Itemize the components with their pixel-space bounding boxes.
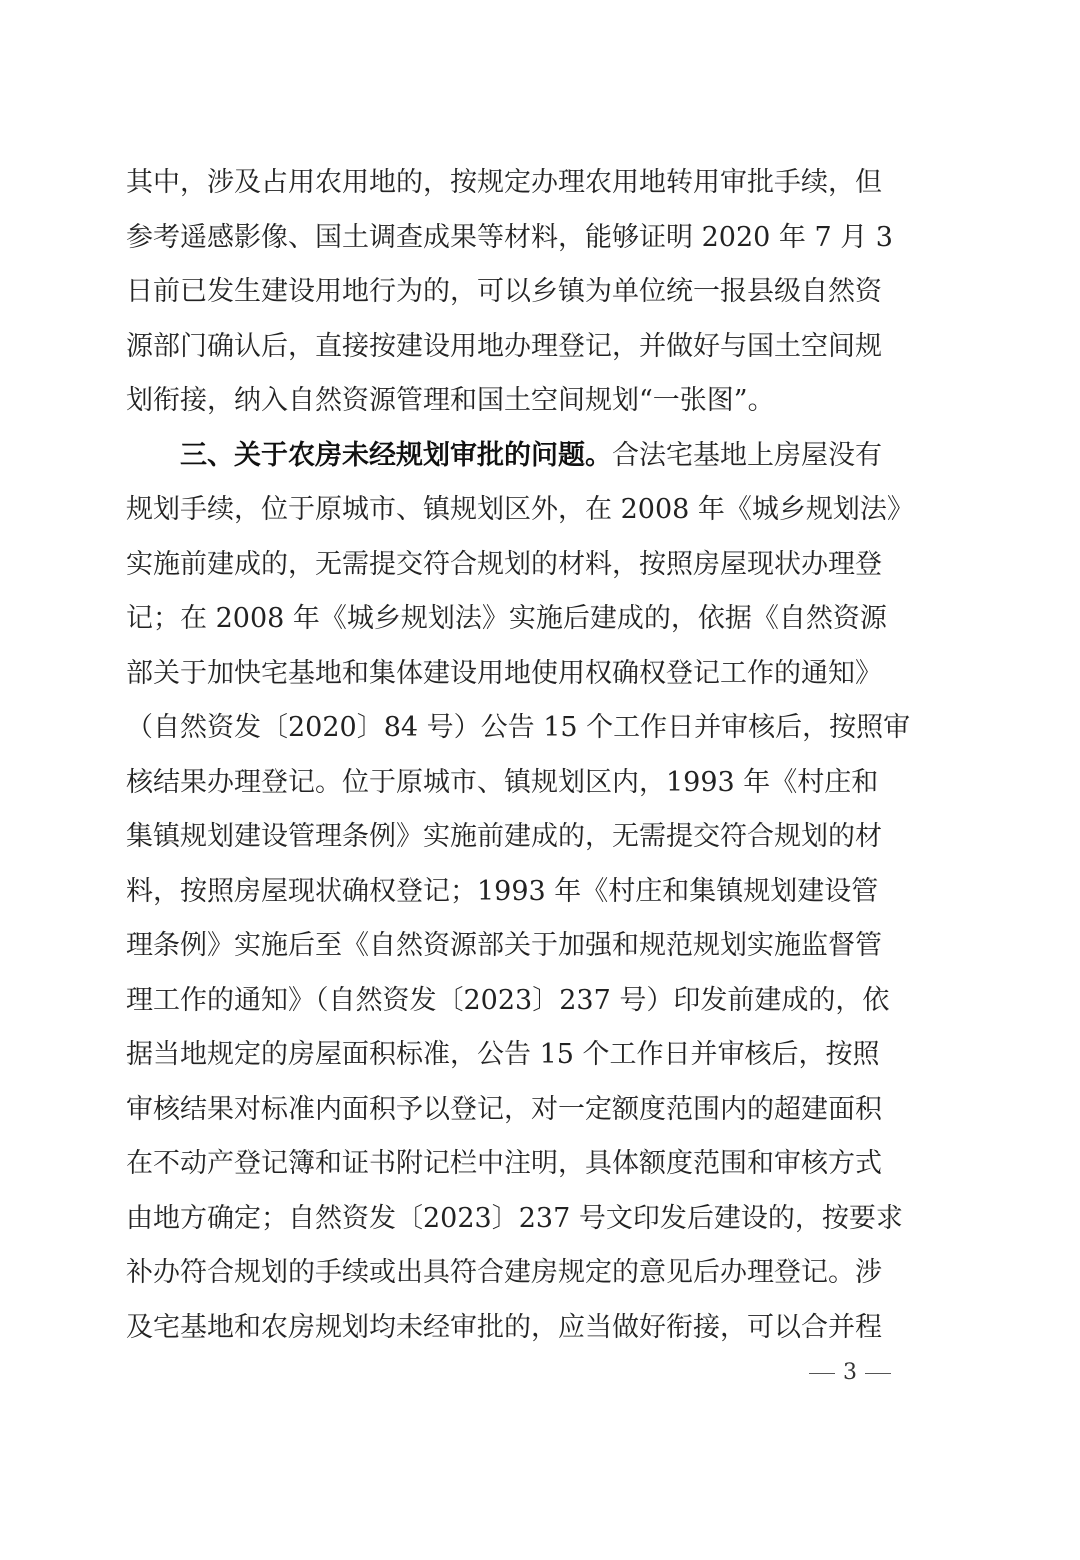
text-line xyxy=(126,320,938,375)
text-line xyxy=(126,374,938,429)
text-line xyxy=(126,265,938,320)
body-text xyxy=(126,156,938,1355)
page-number-dash-right xyxy=(865,1373,891,1374)
text-line-content: 在不动产登记簿和证书附记栏中注明，具体额度范围和审核方式 xyxy=(126,1148,882,1179)
text-line-content: （自然资发〔2020〕84 号）公告 15 个工作日并审核后，按照审 xyxy=(126,712,911,743)
text-line-content: 日前已发生建设用地行为的，可以乡镇为单位统一报县级自然资 xyxy=(126,276,882,307)
text-line xyxy=(126,211,938,266)
text-line-content: 核结果办理登记。位于原城市、镇规划区内，1993 年《村庄和 xyxy=(126,766,879,798)
text-line xyxy=(126,1083,938,1138)
text-line-content: 部关于加快宅基地和集体建设用地使用权确权登记工作的通知》 xyxy=(126,657,882,689)
text-line xyxy=(126,865,938,920)
text-line xyxy=(126,483,938,538)
page-number-dash-left xyxy=(809,1373,835,1374)
text-line-content: 划衔接，纳入自然资源管理和国土空间规划“一张图”。 xyxy=(126,385,775,416)
text-line-content: 料，按照房屋现状确权登记；1993 年《村庄和集镇规划建设管 xyxy=(126,875,879,907)
text-line xyxy=(126,810,938,865)
text-line-content: 规划手续，位于原城市、镇规划区外，在 2008 年《城乡规划法》 xyxy=(126,494,914,525)
text-line-content: 据当地规定的房屋面积标准，公告 15 个工作日并审核后，按照 xyxy=(126,1039,880,1070)
text-line xyxy=(126,592,938,647)
text-line-content: 实施前建成的，无需提交符合规划的材料，按照房屋现状办理登 xyxy=(126,548,882,580)
text-line-content: 由地方确定；自然资发〔2023〕237 号文印发后建设的，按要求 xyxy=(126,1202,903,1234)
text-line-content: 审核结果对标准内面积予以登记，对一定额度范围内的超建面积 xyxy=(126,1093,882,1125)
section-3-first-line xyxy=(126,429,938,484)
text-line-content: 集镇规划建设管理条例》实施前建成的，无需提交符合规划的材 xyxy=(126,821,882,852)
text-line-content: 记；在 2008 年《城乡规划法》实施后建成的，依据《自然资源 xyxy=(126,603,887,634)
text-line-content: 及宅基地和农房规划均未经审批的，应当做好衔接，可以合并程 xyxy=(126,1311,882,1343)
text-line xyxy=(126,1192,938,1247)
text-line-content: 补办符合规划的手续或出具符合建房规定的意见后办理登记。涉 xyxy=(126,1257,882,1288)
text-line xyxy=(126,1028,938,1083)
text-line-content: 理工作的通知》（自然资发〔2023〕237 号）印发前建成的，依 xyxy=(126,984,890,1016)
text-line xyxy=(126,1246,938,1301)
text-line-content: 其中，涉及占用农用地的，按规定办理农用地转用审批手续，但 xyxy=(126,167,882,198)
page-number xyxy=(800,1358,900,1388)
text-line xyxy=(126,156,938,211)
page-number-value: 3 xyxy=(843,1360,857,1385)
text-line xyxy=(126,647,938,702)
text-line xyxy=(126,756,938,811)
section-3-heading: 三、关于农房未经规划审批的问题。 xyxy=(180,439,612,471)
text-line-content: 源部门确认后，直接按建设用地办理登记，并做好与国土空间规 xyxy=(126,330,882,362)
text-line xyxy=(126,919,938,974)
text-line-content: 理条例》实施后至《自然资源部关于加强和规范规划实施监督管 xyxy=(126,930,882,961)
text-line xyxy=(126,538,938,593)
text-line xyxy=(126,1137,938,1192)
text-line-content: 参考遥感影像、国土调查成果等材料，能够证明 2020 年 7 月 3 xyxy=(126,221,893,253)
text-line xyxy=(126,1301,938,1356)
text-line xyxy=(126,701,938,756)
section-3-first-line-rest: 合法宅基地上房屋没有 xyxy=(612,439,882,471)
text-line xyxy=(126,974,938,1029)
